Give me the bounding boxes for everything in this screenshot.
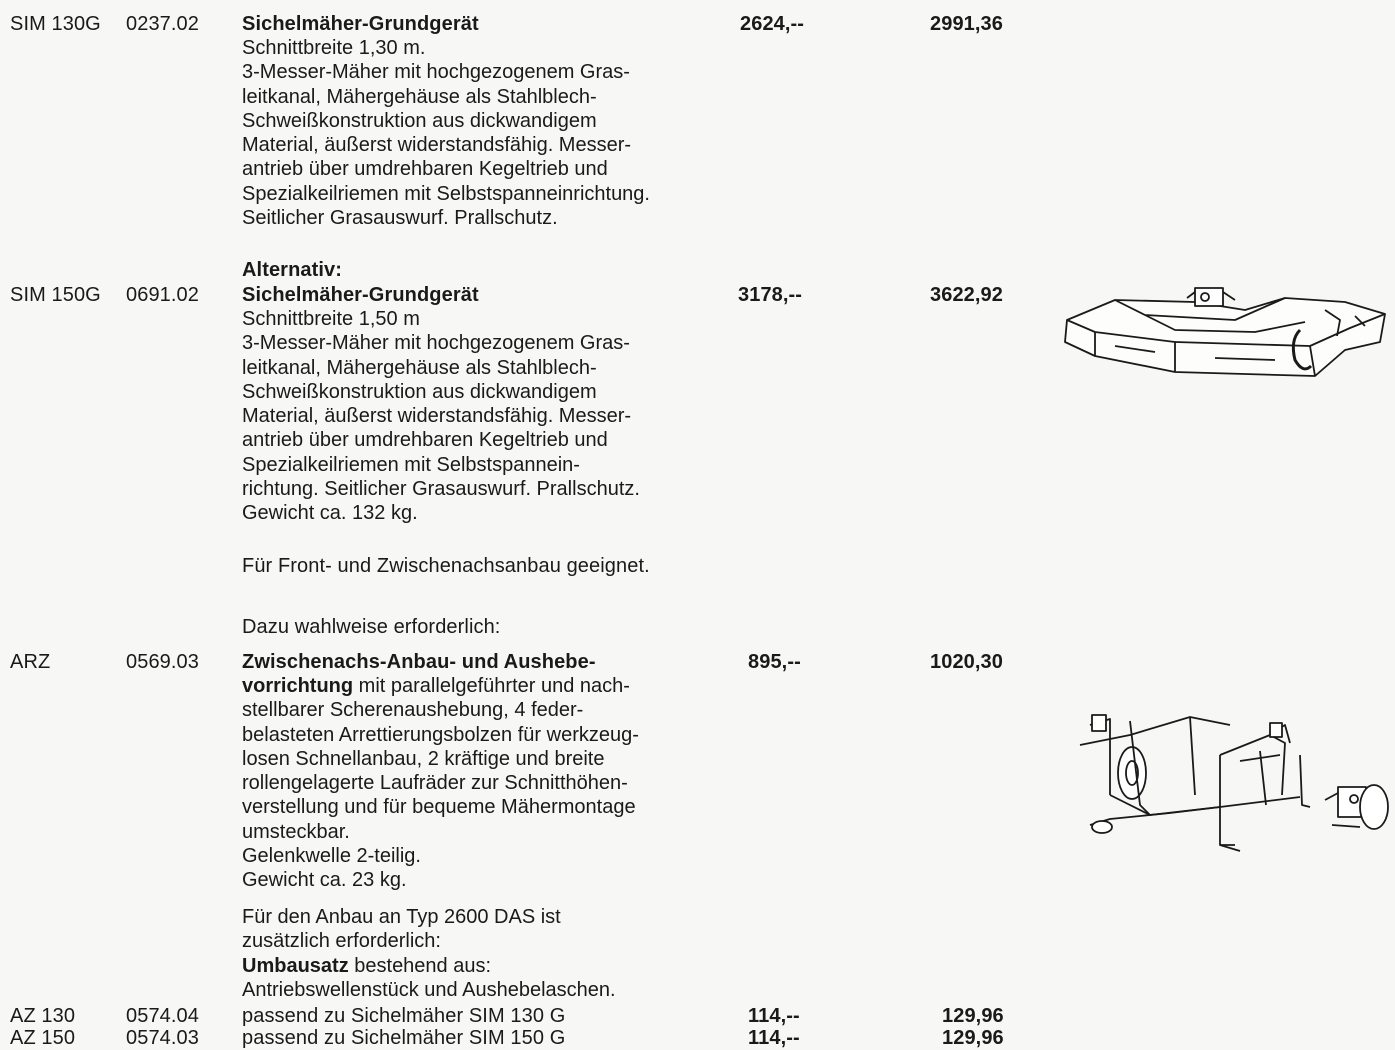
- row-description: passend zu Sichelmäher SIM 150 G: [242, 1027, 566, 1049]
- alternative-label: Alternativ:: [242, 259, 343, 281]
- item-code: ARZ: [10, 651, 51, 673]
- description-line: belasteten Arrettierungsbolzen für werkzeug-: [242, 723, 639, 746]
- description-line: Antriebswellenstück und Aushebelaschen.: [242, 978, 616, 1001]
- description-line: Gewicht ca. 132 kg.: [242, 502, 418, 525]
- title-continuation: vorrichtung: [242, 675, 354, 697]
- description-line: Gelenkwelle 2-teilig.: [242, 845, 421, 868]
- item-description: [242, 307, 640, 526]
- price-net: 2624,--: [740, 13, 805, 35]
- item-note: Für Front- und Zwischenachsanbau geeignet.: [242, 555, 650, 577]
- description-line: richtung. Seitlicher Grasauswurf. Prallschutz.: [242, 478, 640, 501]
- mower-deck-illustration: [1055, 280, 1395, 390]
- description-line: umsteckbar.: [242, 820, 350, 843]
- description-line: leitkanal, Mähergehäuse als Stahlblech-: [242, 356, 597, 379]
- item-number: 0237.02: [126, 13, 199, 35]
- price-gross: 1020,30: [930, 651, 1003, 673]
- row-price-net: 114,--: [748, 1027, 800, 1049]
- description-line: [242, 954, 616, 978]
- description-line: verstellung und für bequeme Mähermontage: [242, 796, 636, 819]
- item-number: 0569.03: [126, 651, 199, 673]
- description-line: Für den Anbau an Typ 2600 DAS ist: [242, 906, 561, 928]
- price-net: 3178,--: [738, 284, 803, 306]
- description-line: Schnittbreite 1,30 m.: [242, 37, 426, 59]
- description-line: Seitlicher Grasauswurf. Prallschutz.: [242, 207, 558, 230]
- description-line: Material, äußerst widerstandsfähig. Messer-: [242, 405, 632, 428]
- row-number: 0574.04: [126, 1005, 199, 1027]
- description-line: rollengelagerte Laufräder zur Schnitthöhen-: [242, 772, 628, 795]
- row-number: 0574.03: [126, 1027, 199, 1049]
- description-line: antrieb über umdrehbaren Kegeltrieb und: [242, 429, 608, 452]
- intro-text: Dazu wahlweise erforderlich:: [242, 616, 501, 638]
- description-line: Schweißkonstruktion aus dickwandigem: [242, 109, 597, 132]
- description-line: [242, 674, 639, 698]
- description-line: Gewicht ca. 23 kg.: [242, 869, 407, 892]
- item-description: [242, 36, 650, 230]
- description-line: losen Schnellanbau, 2 kräftige und breite: [242, 747, 605, 770]
- price-gross: 3622,92: [930, 284, 1003, 306]
- item-title: Sichelmäher-Grundgerät: [242, 13, 479, 35]
- description-line: zusätzlich erforderlich:: [242, 930, 441, 953]
- linkage-frame-illustration: [1070, 695, 1395, 855]
- description-line: Material, äußerst widerstandsfähig. Messer-: [242, 134, 632, 157]
- description-line: 3-Messer-Mäher mit hochgezogenem Gras-: [242, 61, 630, 84]
- price-gross: 2991,36: [930, 13, 1003, 35]
- row-price-gross: 129,96: [942, 1005, 1004, 1027]
- description-line: Spezialkeilriemen mit Selbstspannein-: [242, 453, 580, 476]
- description-line: 3-Messer-Mäher mit hochgezogenem Gras-: [242, 332, 630, 355]
- item-code: SIM 150G: [10, 284, 101, 306]
- row-description: passend zu Sichelmäher SIM 130 G: [242, 1005, 566, 1027]
- row-price-gross: 129,96: [942, 1027, 1004, 1049]
- item-description: [242, 674, 639, 893]
- description-line: Spezialkeilriemen mit Selbstspanneinrichtung.: [242, 182, 650, 205]
- description-line: antrieb über umdrehbaren Kegeltrieb und: [242, 158, 608, 181]
- description-line: Schweißkonstruktion aus dickwandigem: [242, 380, 597, 403]
- title-continuation-rest: mit parallelgeführter und nach-: [353, 675, 630, 697]
- conversion-kit-label: Umbausatz: [242, 954, 349, 977]
- description-line: Schnittbreite 1,50 m: [242, 308, 420, 330]
- item-title: Sichelmäher-Grundgerät: [242, 284, 479, 306]
- description-line: stellbarer Scherenaushebung, 4 feder-: [242, 699, 584, 722]
- price-net: 895,--: [748, 651, 801, 673]
- row-code: AZ 150: [10, 1027, 76, 1049]
- conversion-kit-note: [242, 905, 616, 1002]
- description-line: leitkanal, Mähergehäuse als Stahlblech-: [242, 85, 597, 108]
- item-title: Zwischenachs-Anbau- und Aushebe-: [242, 651, 596, 673]
- row-code: AZ 130: [10, 1005, 76, 1027]
- item-code: SIM 130G: [10, 13, 101, 35]
- row-price-net: 114,--: [748, 1005, 800, 1027]
- conversion-kit-rest: bestehend aus:: [348, 954, 492, 977]
- item-number: 0691.02: [126, 284, 199, 306]
